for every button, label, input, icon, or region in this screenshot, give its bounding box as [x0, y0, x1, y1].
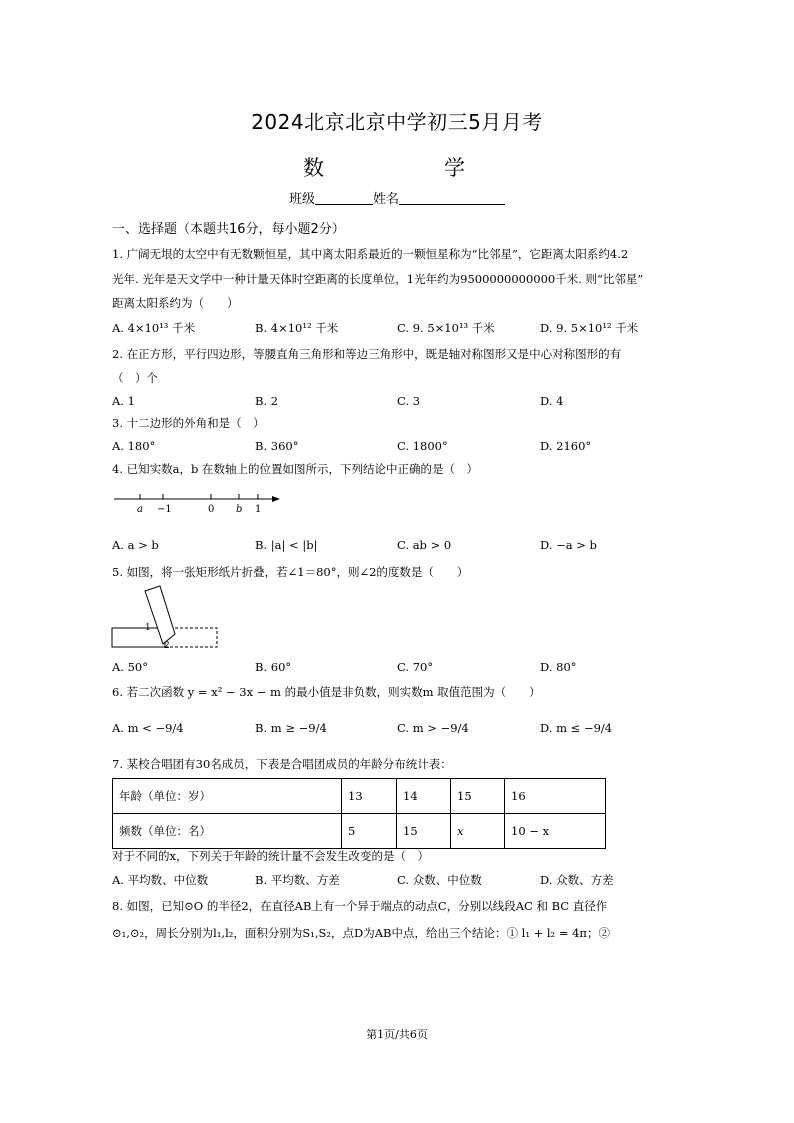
q6-option-c: C. m > −9/4	[397, 721, 469, 735]
q7-option-d: D. 众数、方差	[540, 873, 614, 887]
number-line-figure	[112, 488, 282, 518]
question-6-line-1: 6. 若二次函数 y = x² − 3x − m 的最小值是非负数，则实数m 取值范围为（ ）	[112, 685, 541, 699]
table-row	[113, 779, 606, 814]
q4-option-a: A. a > b	[112, 538, 159, 552]
q4-option-c: C. ab > 0	[397, 538, 452, 552]
q3-option-c: C. 1800°	[397, 439, 448, 453]
label-minus-1: −1	[157, 504, 172, 515]
label-a: a	[137, 504, 143, 515]
table-row	[113, 814, 606, 849]
age-distribution-table	[112, 778, 606, 849]
q6-option-b: B. m ≥ −9/4	[255, 721, 327, 735]
name-label: 姓名	[373, 192, 400, 207]
q2-option-d: D. 4	[540, 394, 564, 408]
q7-option-a: A. 平均数、中位数	[112, 873, 209, 887]
q4-option-d: D. −a > b	[540, 538, 597, 552]
question-8-line-2: ⊙₁,⊙₂，周长分别为l₁,l₂，面积分别为S₁,S₂，点D为AB中点，给出三个结论：① l₁ + l₂ = 4π；②	[112, 926, 610, 940]
name-blank	[399, 192, 505, 205]
number-line-arrow-icon	[272, 496, 280, 502]
paper-rectangle	[112, 628, 165, 647]
q6-option-d: D. m ≤ −9/4	[540, 721, 613, 735]
folded-strip	[145, 586, 175, 644]
question-4-line-1: 4. 已知实数a，b 在数轴上的位置如图所示，下列结论中正确的是（ ）	[112, 462, 478, 476]
angle-2-label: 2	[164, 641, 170, 651]
student-info-line	[0, 188, 794, 207]
class-label: 班级	[288, 192, 315, 207]
q1-option-a: A. 4×10¹³ 千米	[112, 321, 196, 335]
angle-1-label: 1	[145, 623, 151, 633]
q3-option-b: B. 360°	[255, 439, 299, 453]
folded-paper-figure	[110, 584, 222, 652]
label-1: 1	[255, 504, 262, 515]
q3-option-a: A. 180°	[112, 439, 156, 453]
q7-option-c: C. 众数、中位数	[397, 873, 482, 887]
question-2-line-1: 2. 在正方形，平行四边形，等腰直角三角形和等边三角形中，既是轴对称图形又是中心对称图形的有	[112, 347, 622, 361]
question-1-line-2: 光年. 光年是天文学中一种计量天体时空距离的长度单位，1光年约为9500000000000千米. 则“比邻星”	[112, 272, 644, 286]
question-8-line-1: 8. 如图，已知⊙O 的半径2，在直径AB上有一个异于端点的动点C，分别以线段AC 和 BC 直径作	[112, 899, 608, 913]
class-blank	[315, 192, 373, 205]
q5-option-d: D. 80°	[540, 660, 577, 674]
question-1-line-1: 1. 广阔无垠的太空中有无数颗恒星，其中离太阳系最近的一颗恒星称为“比邻星”，它距离太阳系约4.2	[112, 247, 629, 261]
q3-option-d: D. 2160°	[540, 439, 592, 453]
q1-option-d: D. 9. 5×10¹² 千米	[540, 321, 639, 335]
q6-option-a: A. m < −9/4	[112, 721, 184, 735]
q2-option-b: B. 2	[255, 394, 279, 408]
age-cell: 15	[451, 779, 505, 814]
q5-option-c: C. 70°	[397, 660, 434, 674]
age-cell: 16	[505, 779, 606, 814]
freq-cell: 10 − x	[505, 814, 606, 849]
label-0: 0	[208, 504, 215, 515]
q2-option-a: A. 1	[112, 394, 135, 408]
age-cell: 14	[397, 779, 451, 814]
question-3-line-1: 3. 十二边形的外角和是（ ）	[112, 416, 265, 430]
q4-option-b: B. |a| < |b|	[255, 538, 318, 552]
page-footer: 第1页/共6页	[366, 1028, 428, 1041]
freq-cell: x	[451, 814, 505, 849]
freq-header-cell: 频数（单位：名）	[113, 814, 342, 849]
q2-option-c: C. 3	[397, 394, 421, 408]
q1-option-b: B. 4×10¹² 千米	[255, 321, 339, 335]
freq-cell: 15	[397, 814, 451, 849]
section-heading: 一、选择题（本题共16分，每小题2分）	[112, 222, 345, 237]
subject-title: 数 学	[303, 156, 491, 180]
exam-title: 2024北京北京中学初三5月月考	[251, 110, 543, 134]
q5-option-b: B. 60°	[255, 660, 292, 674]
q5-option-a: A. 50°	[112, 660, 148, 674]
q1-option-c: C. 9. 5×10¹³ 千米	[397, 321, 495, 335]
freq-cell: 5	[342, 814, 397, 849]
label-b: b	[236, 504, 243, 515]
question-7-line-1: 7. 某校合唱团有30名成员，下表是合唱团成员的年龄分布统计表：	[112, 757, 452, 771]
question-7-line-2: 对于不同的x，下列关于年龄的统计量不会发生改变的是（ ）	[112, 849, 429, 863]
question-5-line-1: 5. 如图，将一张矩形纸片折叠，若∠1＝80°，则∠2的度数是（ ）	[112, 565, 469, 579]
question-2-line-2: （ ）个	[112, 371, 158, 385]
age-header-cell: 年龄（单位：岁）	[113, 779, 342, 814]
age-cell: 13	[342, 779, 397, 814]
q7-option-b: B. 平均数、方差	[255, 873, 340, 887]
question-1-line-3: 距离太阳系约为（ ）	[112, 296, 239, 310]
